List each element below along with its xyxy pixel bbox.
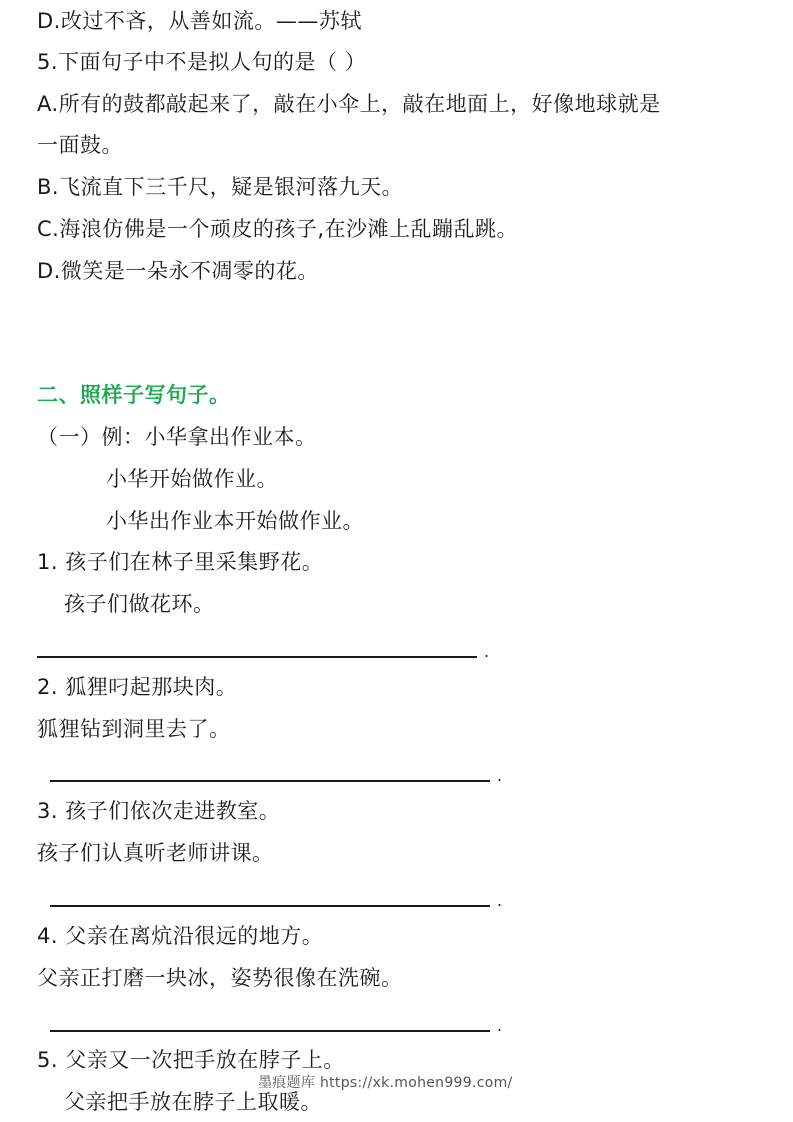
item-5-line1: 5. 父亲又一次把手放在脖子上。 xyxy=(37,1048,345,1072)
item-2-answer-line[interactable] xyxy=(50,780,490,782)
item-3-answer-period: . xyxy=(497,891,503,910)
item-2-answer-period: . xyxy=(497,766,503,785)
q5-option-a-line1: A.所有的鼓都敲起来了，敲在小伞上，敲在地面上，好像地球就是 xyxy=(37,92,661,116)
section-heading: 二、照样子写句子。 xyxy=(37,383,231,407)
item-1-answer-line[interactable] xyxy=(37,656,477,658)
item-4-answer-line[interactable] xyxy=(50,1030,490,1032)
item-3-answer-line[interactable] xyxy=(50,905,490,907)
item-1-line2: 孩子们做花环。 xyxy=(64,592,215,616)
item-2-line2: 狐狸钻到洞里去了。 xyxy=(37,717,231,741)
item-4-answer-period: . xyxy=(497,1016,503,1035)
example-line3: 小华出作业本开始做作业。 xyxy=(106,509,364,533)
item-2-line1: 2. 狐狸叼起那块肉。 xyxy=(37,675,238,699)
q5-option-d: D.微笑是一朵永不凋零的花。 xyxy=(37,259,319,283)
item-4-line2: 父亲正打磨一块冰，姿势很像在洗碗。 xyxy=(37,966,403,990)
item-3-line1: 3. 孩子们依次走进教室。 xyxy=(37,799,281,823)
q4-option-d: D.改过不吝，从善如流。——苏轼 xyxy=(37,9,362,33)
item-1-line1: 1. 孩子们在林子里采集野花。 xyxy=(37,550,324,574)
q5-option-b: B.飞流直下三千尺，疑是银河落九天。 xyxy=(37,175,404,199)
item-1-answer-period: . xyxy=(484,642,490,661)
watermark: 墨痕题库 https://xk.mohen999.com/ xyxy=(258,1075,513,1091)
q5-option-c: C.海浪仿佛是一个顽皮的孩子,在沙滩上乱蹦乱跳。 xyxy=(37,217,519,241)
example-line2: 小华开始做作业。 xyxy=(106,467,278,491)
item-4-line1: 4. 父亲在离炕沿很远的地方。 xyxy=(37,924,324,948)
q5-stem: 5.下面句子中不是拟人句的是（ ） xyxy=(37,50,367,74)
q5-option-a-line2: 一面鼓。 xyxy=(37,133,123,157)
item-3-line2: 孩子们认真听老师讲课。 xyxy=(37,841,274,865)
example-label: （一）例：小华拿出作业本。 xyxy=(37,425,317,449)
item-5-line2: 父亲把手放在脖子上取暖。 xyxy=(64,1090,322,1114)
